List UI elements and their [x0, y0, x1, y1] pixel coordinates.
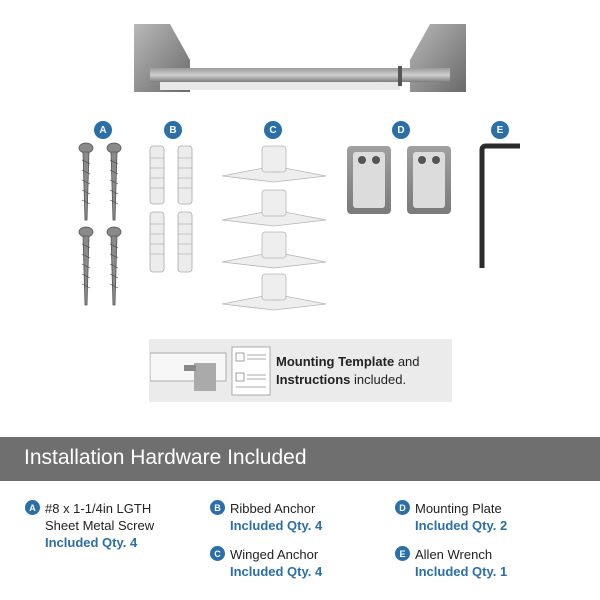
winged-anchors-image: [218, 140, 330, 315]
legend-e-qty: Included Qty. 1: [415, 564, 508, 579]
template-line2-rest: included.: [350, 372, 407, 387]
part-c-badge: C: [264, 121, 282, 139]
legend-d-badge: D: [395, 500, 410, 515]
part-b-badge: B: [164, 121, 182, 139]
part-e-badge: E: [491, 121, 509, 139]
legend-c-qty: Included Qty. 4: [230, 564, 323, 579]
mounting-plates-image: [343, 142, 461, 217]
legend-b-name: Ribbed Anchor: [230, 501, 316, 516]
legend-c-name: Winged Anchor: [230, 547, 319, 562]
legend-c-badge: C: [210, 546, 225, 561]
legend-a-qty: Included Qty. 4: [45, 535, 138, 550]
legend-e-name: Allen Wrench: [415, 547, 493, 562]
legend-a-name-2: Sheet Metal Screw: [45, 518, 155, 533]
legend-d-name: Mounting Plate: [415, 501, 502, 516]
template-text: [276, 353, 446, 389]
part-a-badge: A: [94, 121, 112, 139]
legend-b-badge: B: [210, 500, 225, 515]
drill-template-icon: [150, 345, 272, 397]
part-d-badge: D: [392, 121, 410, 139]
allen-wrench-image: [474, 142, 524, 272]
template-line2-bold: Instructions: [276, 372, 351, 387]
banner-title: Installation Hardware Included: [24, 446, 307, 469]
towel-bar-image: [130, 20, 470, 95]
legend-a-name-1: #8 x 1-1/4in LGTH: [45, 501, 152, 516]
template-line1-rest: and: [394, 354, 420, 369]
legend-e-badge: E: [395, 546, 410, 561]
legend-d-qty: Included Qty. 2: [415, 518, 508, 533]
legend-a-badge: A: [25, 500, 40, 515]
legend-b-qty: Included Qty. 4: [230, 518, 323, 533]
ribbed-anchors-image: [144, 142, 204, 282]
template-line1-bold: Mounting Template: [276, 354, 395, 369]
screws-image: [70, 140, 140, 310]
